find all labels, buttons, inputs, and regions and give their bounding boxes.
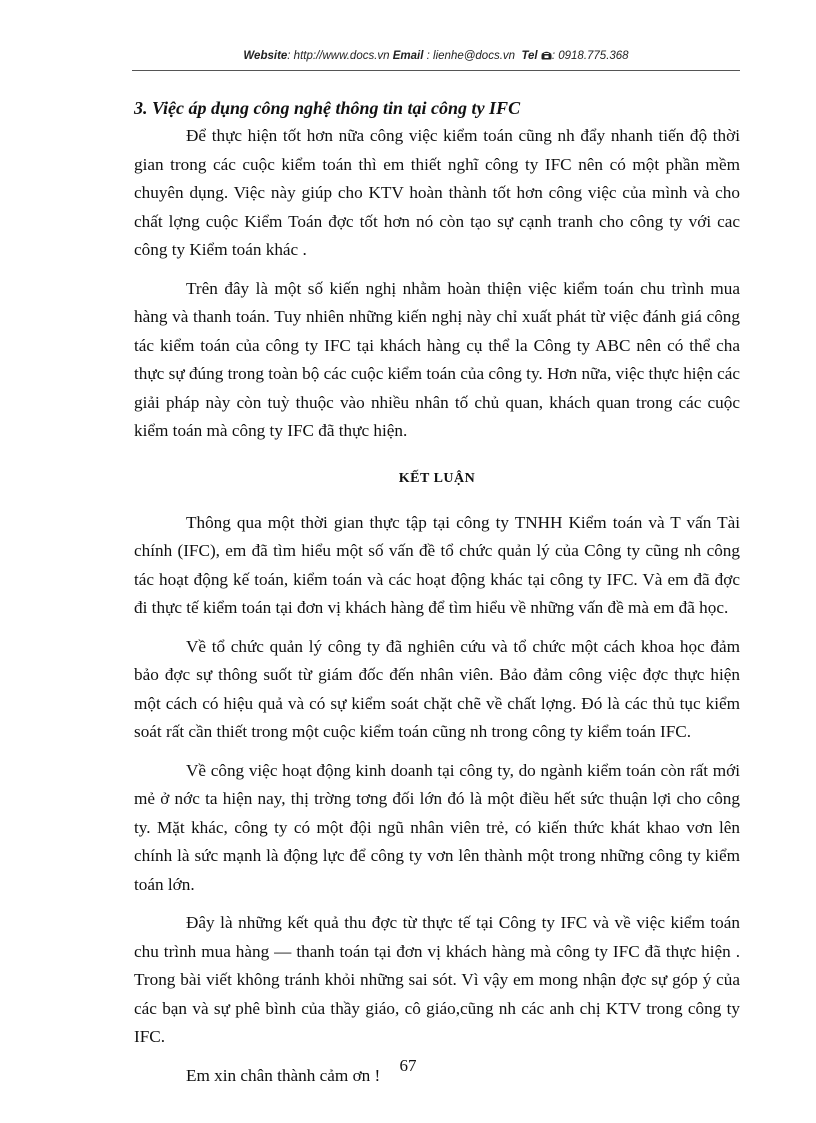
paragraph: Thông qua một thời gian thực tập tại công ty TNHH Kiểm toán và T vấn Tài chính (IFC), em đã tìm hiểu một số vấn đề tổ chức quản lý của Công ty cũng nh công tác hoạt động kế toán, kiểm toán và các hoạt động khác tại công ty IFC. Và em đã đợc đi thực tế kiểm toán tại đơn vị khách hàng để tìm hiểu về những vấn đề mà em đã học.: [134, 512, 740, 617]
paragraph: Để thực hiện tốt hơn nữa công việc kiểm toán cũng nh đẩy nhanh tiến độ thời gian trong các cuộc kiểm toán thì em thiết nghĩ công ty IFC nên có một phần mềm chuyên dụng. Việc này giúp cho KTV hoàn thành tốt hơn công việc của mình và cho chất lợng cuộc Kiểm Toán đợc tốt hơn nó còn tạo sự cạnh tranh cho công ty với cac công ty Kiểm toán khác .: [134, 126, 740, 259]
website-value: : http://www.docs.vn: [287, 50, 390, 62]
email-value: : lienhe@docs.vn: [426, 50, 516, 62]
document-body: [134, 95, 740, 1090]
website-label: Website: [243, 50, 288, 62]
email-label: Email: [392, 50, 424, 62]
page-number: 67: [399, 1056, 417, 1075]
paragraph: Trên đây là một số kiến nghị nhằm hoàn thiện việc kiểm toán chu trình mua hàng và thanh toán. Tuy nhiên những kiến nghị này chỉ xuất phát từ việc đánh giá công tác kiểm toán của công ty IFC tại khách hàng cụ thể la Công ty ABC nên có thể cha thực sự đúng trong toàn bộ các cuộc kiểm toán của công ty. Hơn nữa, việc thực hiện các giải pháp này còn tuỳ thuộc vào nhiều nhân tố chủ quan, khách quan trong các cuộc kiểm toán mà công ty IFC đã thực hiện.: [134, 278, 740, 440]
paragraph: Đây là những kết quả thu đợc từ thực tế tại Công ty IFC và về việc kiểm toán chu trình mua hàng — thanh toán tại đơn vị khách hàng mà công ty IFC đã thực hiện . Trong bài viết không tránh khỏi những sai sót. Vì vậy em mong nhận đợc sự góp ý của các bạn và sự phê bình của thầy giáo, cô giáo,cũng nh các anh chị KTV trong công ty IFC.: [134, 913, 740, 1046]
conclusion-title: KẾT LUẬN: [398, 470, 476, 486]
section-heading: 3. Việc áp dụng công nghệ thông tin tại công ty IFC: [134, 98, 521, 118]
page-header: [132, 50, 740, 71]
tel-value: : 0918.775.368: [551, 50, 629, 62]
paragraph: Em xin chân thành cảm ơn !: [186, 1065, 381, 1085]
tel-label: Tel: [521, 50, 538, 62]
phone-icon: [541, 50, 552, 60]
paragraph: Về tổ chức quản lý công ty đã nghiên cứu và tổ chức một cách khoa học đảm bảo đợc sự thông suốt từ giám đốc đến nhân viên. Bảo đảm công việc đợc thực hiện một cách có hiệu quả và có sự kiểm soát chặt chẽ về chất lợng. Đó là các thủ tục kiểm soát rất cần thiết trong một cuộc kiểm toán cũng nh trong công ty kiểm toán IFC.: [134, 636, 740, 741]
paragraph: Về công việc hoạt động kinh doanh tại công ty, do ngành kiểm toán còn rất mới mẻ ở nớc ta hiện nay, thị trờng tơng đối lớn đó là một điều hết sức thuận lợi cho công ty. Mặt khác, công ty có một đội ngũ nhân viên trẻ, có kiến thức khát khao vơn lên chính là sức mạnh là động lực để công ty vơn lên thành một trong những công ty kiểm toán lớn.: [134, 760, 740, 894]
